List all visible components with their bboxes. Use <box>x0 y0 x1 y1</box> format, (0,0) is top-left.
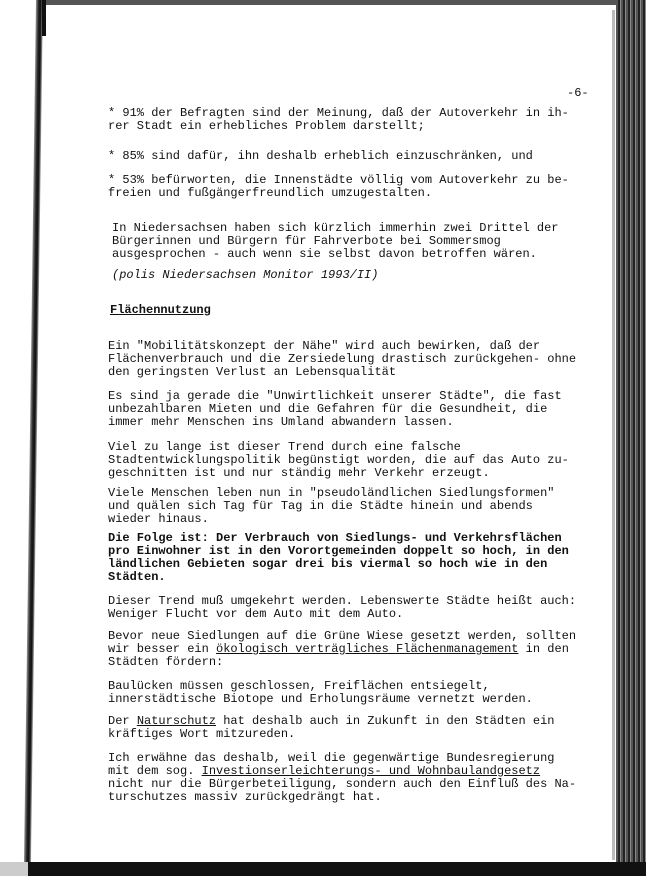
text-line: * 53% befürworten, die Innenstädte völlig vom Autoverkehr zu be- <box>108 173 569 187</box>
paragraph-bauluecken <box>108 680 533 706</box>
underlined-phrase: ökologisch verträgliches Flächenmanagement <box>216 642 519 656</box>
page-number: -6- <box>567 86 589 100</box>
text-line: Städten. <box>108 570 166 584</box>
text-segment: in den <box>518 642 569 656</box>
text-line: Flächenverbrauch und die Zersiedelung drastisch zurückgehen- ohne <box>108 352 577 366</box>
underlined-phrase: Investionserleichterungs- und Wohnbaulandgesetz <box>201 764 541 778</box>
text-line: unbezahlbaren Mieten und die Gefahren für die Gesundheit, die <box>108 402 548 416</box>
paragraph <box>108 390 562 429</box>
text-line: nicht nur die Bürgerbeteiligung, sondern auch den Einfluß des Na- <box>108 777 577 791</box>
citation: (polis Niedersachsen Monitor 1993/II) <box>112 268 379 282</box>
section-heading: Flächennutzung <box>110 303 211 317</box>
paragraph-naturschutz <box>108 715 555 741</box>
scan-edge-bottom-light <box>0 862 28 876</box>
text-line: turschutzes massiv zurückgedrängt hat. <box>108 790 382 804</box>
paragraph <box>108 441 569 480</box>
paragraph-niedersachsen <box>112 222 558 261</box>
text-line: Weniger Flucht vor dem Auto mit dem Auto. <box>108 607 404 621</box>
text-line: Ich erwähne das deshalb, weil die gegenwärtige Bundesregierung <box>108 751 555 765</box>
scan-edge-right <box>616 0 646 876</box>
text-line: immer mehr Menschen ins Umland abwandern lassen. <box>108 415 454 429</box>
text-segment: mit dem sog. <box>108 764 202 778</box>
text-line: ländlichen Gebieten sogar drei bis viermal so hoch wie in den <box>108 557 548 571</box>
text-line: wieder hinaus. <box>108 512 209 526</box>
paragraph <box>108 340 576 379</box>
bullet-91 <box>108 107 569 133</box>
scan-edge-top <box>40 0 646 5</box>
text-line: kräftiges Wort mitzureden. <box>108 727 296 741</box>
text-line: rer Stadt ein erhebliches Problem darstellt; <box>108 119 425 133</box>
scan-edge-left-top <box>42 0 46 36</box>
text-line: geschnitten ist und nur ständig mehr Verkehr erzeugt. <box>108 466 490 480</box>
paragraph <box>108 487 554 526</box>
text-line: Stadtentwicklungspolitik begünstigt worden, die auf das Auto zu- <box>108 453 569 467</box>
text-line: Viel zu lange ist dieser Trend durch eine falsche <box>108 440 461 454</box>
text-line: Baulücken müssen geschlossen, Freiflächen entsiegelt, <box>108 679 490 693</box>
text-line: Ein "Mobilitätskonzept der Nähe" wird auch bewirken, daß der <box>108 339 541 353</box>
text-line: * 91% der Befragten sind der Meinung, daß der Autoverkehr in ih- <box>108 106 569 120</box>
bullet-53 <box>108 174 569 200</box>
text-line: Viele Menschen leben nun in "pseudoländlichen Siedlungsformen" <box>108 486 555 500</box>
scan-edge-left <box>24 0 43 866</box>
text-line: Es sind ja gerade die "Unwirtlichkeit unserer Städte", die fast <box>108 389 562 403</box>
text-segment: wir besser ein <box>108 642 217 656</box>
text-line: In Niedersachsen haben sich kürzlich immerhin zwei Drittel der <box>112 221 559 235</box>
text-line: * 85% sind dafür, ihn deshalb erheblich einzuschränken, und <box>108 149 533 163</box>
text-line: Die Folge ist: Der Verbrauch von Siedlungs- und Verkehrsflächen <box>108 531 562 545</box>
scan-edge-right-line <box>612 10 615 860</box>
text-line: Bevor neue Siedlungen auf die Grüne Wiese gesetzt werden, sollten <box>108 629 577 643</box>
paragraph <box>108 532 569 584</box>
text-line: Städten fördern: <box>108 655 224 669</box>
scan-edge-bottom <box>0 862 646 876</box>
text-line: ausgesprochen - auch wenn sie selbst davon betroffen wären. <box>112 247 537 261</box>
text-line: pro Einwohner ist in den Vorortgemeinden doppelt so hoch, in den <box>108 544 569 558</box>
text-line: und quälen sich Tag für Tag in die Städte hinein und abends <box>108 499 533 513</box>
text-line: innerstädtische Biotope und Erholungsräume vernetzt werden. <box>108 692 533 706</box>
text-segment: hat deshalb auch in Zukunft in den Städten ein <box>216 714 555 728</box>
text-segment: Der <box>108 714 137 728</box>
paragraph-bevor <box>108 630 576 669</box>
bullet-85 <box>108 150 533 163</box>
paragraph-ich <box>108 752 576 804</box>
text-line: freien und fußgängerfreundlich umzugestalten. <box>108 186 433 200</box>
paragraph <box>108 595 576 621</box>
text-line: den geringsten Verlust an Lebensqualität <box>108 365 397 379</box>
underlined-phrase: Naturschutz <box>136 714 217 728</box>
text-line: Bürgerinnen und Bürgern für Fahrverbote bei Sommersmog <box>112 234 501 248</box>
text-line: Dieser Trend muß umgekehrt werden. Lebenswerte Städte heißt auch: <box>108 594 577 608</box>
